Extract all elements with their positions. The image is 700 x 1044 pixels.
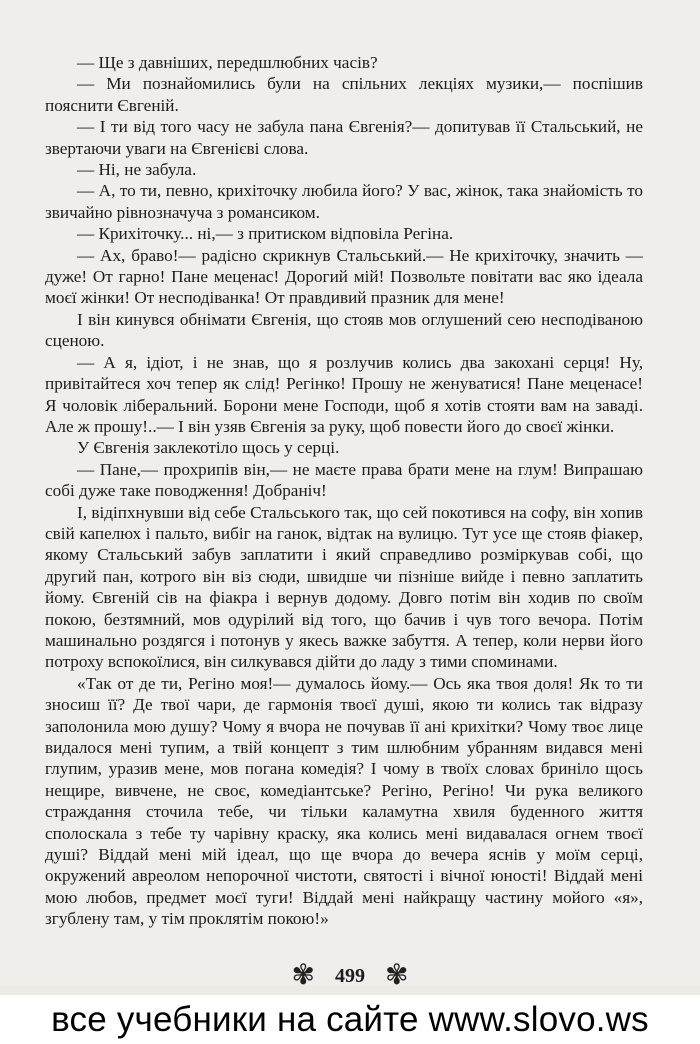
paragraph: — Ах, браво!— радісно скрикнув Стальський.— Не крихіточку, значить — дуже! От гарно! Пане меценас! Дорогий мій! Позвольте повітати вас яко ідеала моєї жінки! От несподіванка! От правдивий празник для мене!: [45, 245, 643, 308]
page-text: [45, 52, 643, 930]
ornament-right-icon: ✾: [385, 960, 409, 991]
paragraph: У Євгенія заклекотіло щось у серці.: [77, 438, 340, 458]
site-footer-banner: все учебники на сайте www.slovo.ws: [0, 995, 700, 1044]
paragraph: — Ще з давніших, передшлюбних часів?: [77, 53, 378, 72]
paragraph: — Ми познайомились були на спільних лекціях музики,— поспішив пояснити Євгеній.: [45, 74, 643, 115]
paragraph: І він кинувся обнімати Євгенія, що стояв мов оглушений сею несподіваною сценою.: [45, 309, 643, 351]
paragraph: — Крихіточку... ні,— з притиском відповіла Регіна.: [77, 224, 454, 244]
paragraph: — А, то ти, певно, крихіточку любила його? У вас, жінок, така знайомість то звичайно рівнозначуча з романсиком.: [45, 181, 643, 222]
paragraph: І, відіпхнувши від себе Стальського так, що сей покотився на софу, він хопив свій капелюх і пальто, вибіг на ганок, відтак на вулицю. Тут усе ще стояв фіакер, якому Стальський забув заплатити і який справедливо розміркував собі, що другий пан, котрого він віз сюди, швидше чи пізніше вийде і певно заплатить йому. Євгеній сів на фіакра і вернув додому. Довго потім він ходив по своїм покою, безтямний, мов одурілий від того, що бачив і чув того вечора. Потім машинально роздягся і потонув у якесь важке забуття. А тепер, коли нерви його потроху вспокоїлися, він силкувався дійти до ладу з тими споминами.: [45, 502, 643, 672]
page-footer-folio: [0, 962, 700, 990]
paragraph: — Ні, не забула.: [77, 160, 197, 180]
paragraph: «Так от де ти, Регіно моя!— думалось йому.— Ось яка твоя доля! Як то ти зносиш її? Де твої чари, де гармонія твоєї душі, якою ти колись так відразу заполонила мою душу? Чому я вчора не почував її ані крихітки? Чому твоє лице видалося мені тупим, а твій концепт з тим шлюбним убранням видався мені глупим, уразив мене, мов погана комедія? І чому в твоїх словах бриніло щось нещире, вивчене, не своє, комедіантське? Регіно, Регіно! Чи рука великого страждання сточила тебе, чи тільки каламутна хвиля буденного життя сполоскала з тебе ту чарівну краску, яка колись мені видавалася огнем твоєї душі? Віддай мені мій ідеал, що ще вчора до вечера яснів у моїм серці, окружений авреолом непорочної чистоти, святості і вічної юності! Віддай мені мою любов, предмет моєї туги! Віддай мені найкращу частину мойого «я», згублену там, у тім проклятім покою!»: [45, 673, 643, 929]
ornament-left-icon: ✾: [291, 960, 315, 991]
page-number: 499: [335, 964, 365, 987]
paragraph: — І ти від того часу не забула пана Євгенія?— допитував її Стальський, не звертаючи уваги на Євгенієві слова.: [45, 117, 643, 158]
paragraph: — Пане,— прохрипів він,— не маєте права брати мене на глум! Випрашаю собі дуже таке поводження! Добраніч!: [45, 459, 643, 501]
paragraph: — А я, ідіот, і не знав, що я розлучив колись два закохані серця! Ну, привітайтеся хоч тепер як слід! Регінко! Прошу не женуватися! Пане меценасе! Я чоловік ліберальний. Борони мене Господи, щоб я хотів стояти вам на заваді. Але ж прошу!..— І він узяв Євгенія за руку, щоб повести його до своєї жінки.: [45, 352, 643, 436]
